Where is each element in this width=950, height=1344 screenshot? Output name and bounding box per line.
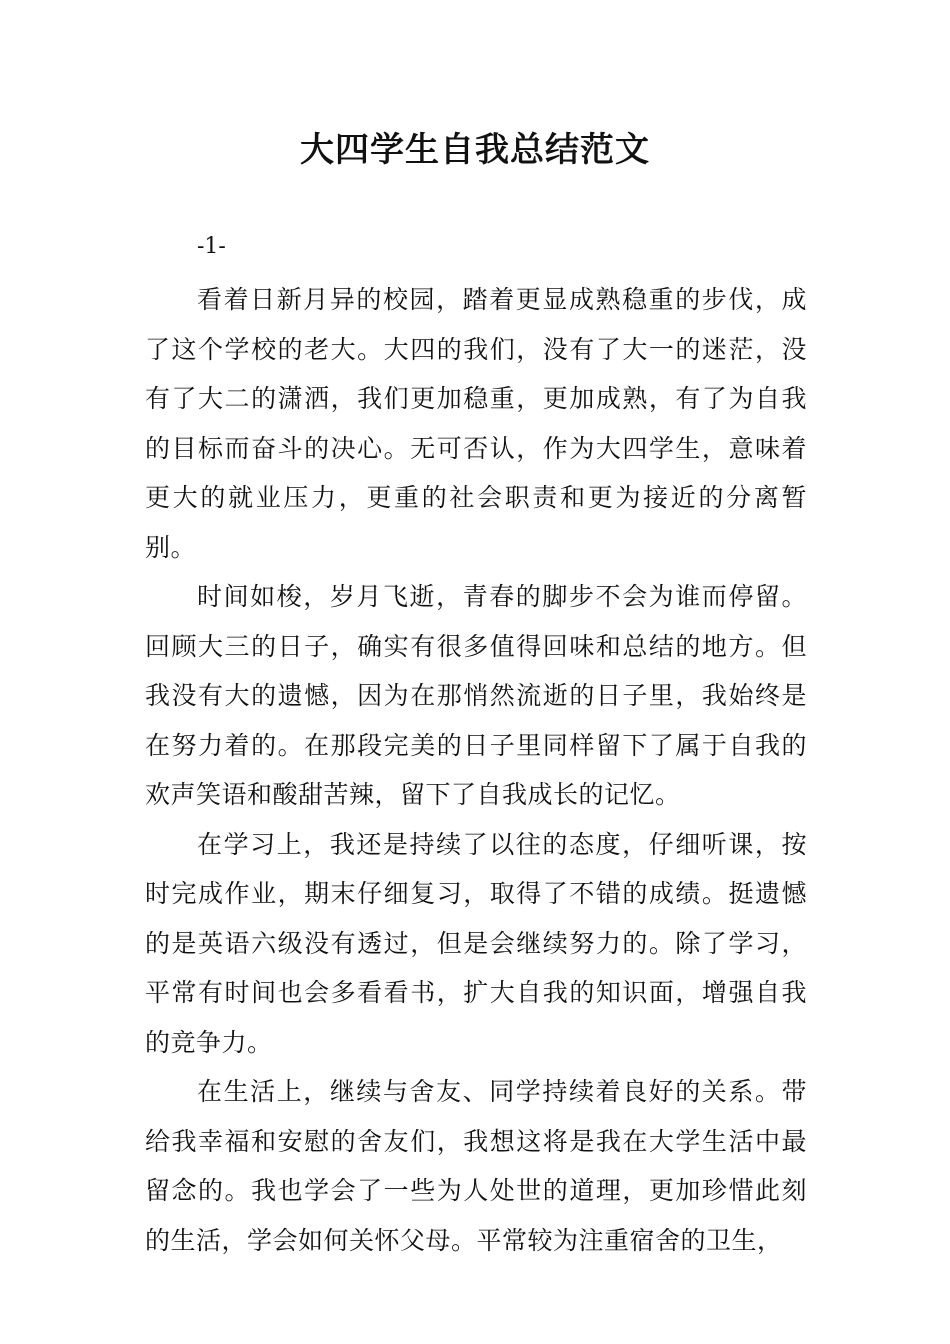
paragraph-2: 时间如梭，岁月飞逝，青春的脚步不会为谁而停留。回顾大三的日子，确实有很多值得回味和总结的地方。但我没有大的遗憾，因为在那悄然流逝的日子里，我始终是在努力着的。在那段完美的日子里同样留下了属于自我的欢声笑语和酸甜苦辣，留下了自我成长的记忆。: [145, 582, 807, 809]
document-title: 大四学生自我总结范文: [300, 130, 650, 170]
paragraph-3: 在学习上，我还是持续了以往的态度，仔细听课，按时完成作业，期末仔细复习，取得了不错的成绩。挺遗憾的是英语六级没有透过，但是会继续努力的。除了学习，平常有时间也会多看看书，扩大自我的知识面，增强自我的竞争力。: [145, 829, 807, 1057]
page-number: -1-: [197, 234, 226, 259]
paragraph-4: 在生活上，继续与舍友、同学持续着良好的关系。带给我幸福和安慰的舍友们，我想这将是我在大学生活中最留念的。我也学会了一些为人处世的道理，更加珍惜此刻的生活，学会如何关怀父母。平常较为注重宿舍的卫生，: [145, 1077, 807, 1255]
document-body: [145, 275, 807, 1265]
paragraph-1: 看着日新月异的校园，踏着更显成熟稳重的步伐，成了这个学校的老大。大四的我们，没有了大一的迷茫，没有了大二的潇洒，我们更加稳重，更加成熟，有了为自我的目标而奋斗的决心。无可否认，作为大四学生，意味着更大的就业压力，更重的社会职责和更为接近的分离暂别。: [145, 285, 807, 562]
